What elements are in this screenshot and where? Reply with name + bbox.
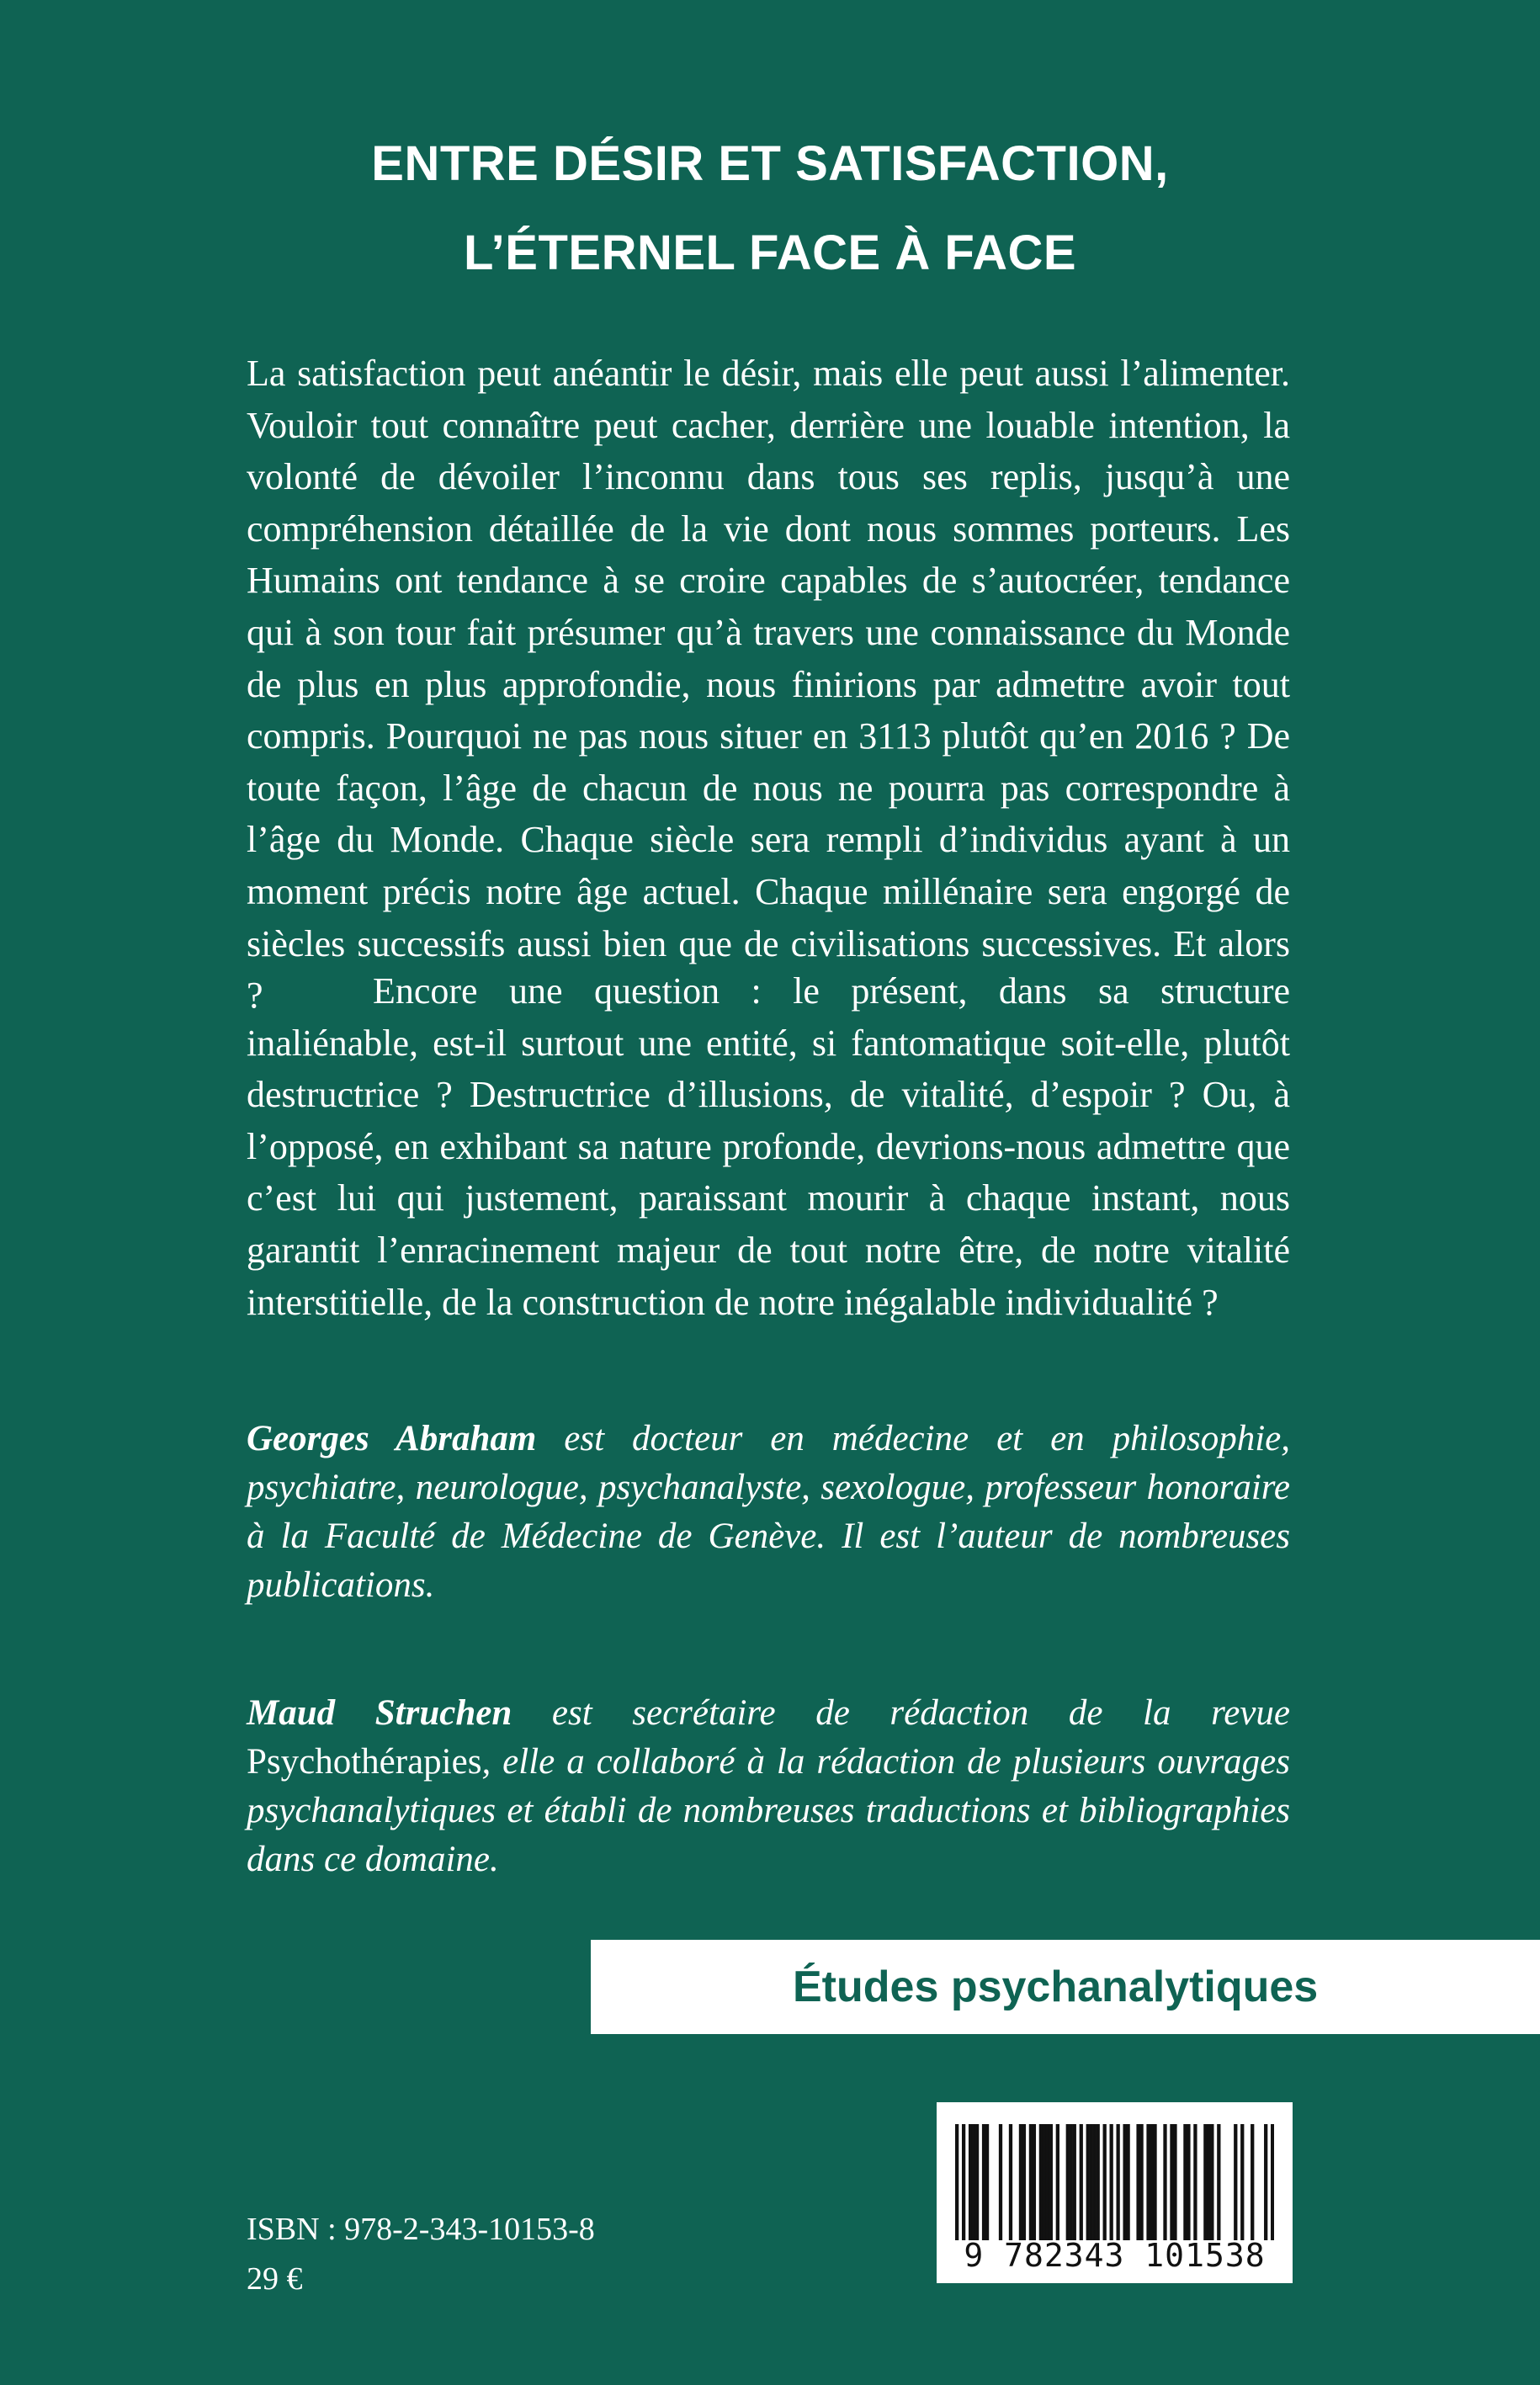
- isbn: ISBN : 978-2-343-10153-8: [247, 2212, 595, 2247]
- barcode-bar: [1009, 2124, 1012, 2240]
- barcode-bar: [1136, 2124, 1139, 2240]
- book-title: [0, 120, 1540, 298]
- barcode-bar: [1173, 2124, 1176, 2240]
- barcode-bar: [972, 2124, 975, 2240]
- barcode-bar: [1046, 2124, 1049, 2240]
- barcode-bar: [1043, 2124, 1046, 2240]
- journal-name: Psychothérapies: [247, 1742, 482, 1782]
- barcode-bar: [985, 2124, 989, 2240]
- barcode-bar: [1103, 2124, 1107, 2240]
- barcode-bar: [1126, 2124, 1129, 2240]
- barcode-bar: [1153, 2124, 1156, 2240]
- title-line-1: ENTRE DÉSIR ET SATISFACTION,: [371, 136, 1169, 191]
- barcode-bar: [1146, 2124, 1150, 2240]
- barcode-bar: [1110, 2124, 1113, 2240]
- barcode-bar: [1039, 2124, 1043, 2240]
- barcode-bar: [1217, 2124, 1220, 2240]
- barcode: [937, 2102, 1293, 2283]
- series-banner: [591, 1940, 1540, 2034]
- barcode-bar: [975, 2124, 979, 2240]
- barcode-bar: [1116, 2124, 1119, 2240]
- author-bio-text-2b: , elle a collaboré à la rédaction de plusieurs ouvrages psychanalytiques et établi de nombreuses traductions et bibliographies dans ce domaine.: [247, 1742, 1290, 1879]
- barcode-bar: [1093, 2124, 1097, 2240]
- barcode-bar: [1019, 2124, 1022, 2240]
- author-bio-text-2a: est secrétaire de rédaction de la revue: [512, 1693, 1290, 1733]
- barcode-bar: [1070, 2124, 1073, 2240]
- author-name-2: Maud Struchen: [247, 1693, 512, 1733]
- barcode-bar: [1170, 2124, 1173, 2240]
- barcode-bar: [1264, 2124, 1267, 2240]
- summary-paragraph-2: Encore une question : le présent, dans sa structure inaliénable, est-il surtout une entité, si fantomatique soit-elle, plutôt destructrice ? Destructrice d’illusions, de vitalité, d’espoir ? Ou, à l’opposé, en exhibant sa nature profonde, devrions-nous admettre que c’est lui qui justement, paraissant mourir à chaque instant, nous garantit l’enracinement majeur de tout notre être, de notre vitalité interstitielle, de la construction de notre inégalable individualité ?: [247, 970, 1290, 1323]
- barcode-bar: [1066, 2124, 1070, 2240]
- barcode-bar: [1086, 2124, 1090, 2240]
- barcode-bar: [1123, 2124, 1126, 2240]
- barcode-bar: [1022, 2124, 1026, 2240]
- barcode-bar: [1203, 2124, 1207, 2240]
- author-bio-1: [247, 1415, 1290, 1610]
- barcode-bar: [1033, 2124, 1036, 2240]
- series-label: Études psychanalytiques: [793, 1963, 1319, 2011]
- barcode-bar: [955, 2124, 959, 2240]
- barcode-bar: [1029, 2124, 1033, 2240]
- barcode-bar: [1056, 2124, 1059, 2240]
- barcode-bar: [1234, 2124, 1237, 2240]
- price: 29 €: [247, 2261, 303, 2297]
- barcode-bar: [1210, 2124, 1213, 2240]
- barcode-bar: [999, 2124, 1002, 2240]
- summary-paragraph-1: La satisfaction peut anéantir le désir, mais elle peut aussi l’alimenter. Vouloir tout connaître peut cacher, derrière une louable intention, la volonté de dévoiler l’inconnu dans tous ses replis, jusqu’à une compréhension détaillée de la vie dont nous sommes porteurs. Les Humains ont tendance à se croire capables de s’autocréer, tendance qui à son tour fait présumer qu’à travers une connaissance du Monde de plus en plus approfondie, nous finirions par admettre avoir tout compris. Pourquoi ne pas nous situer en 3113 plutôt qu’en 2016 ? De toute façon, l’âge de chacun de nous ne pourra pas correspondre à l’âge du Monde. Chaque siècle sera rempli d’individus ayant à un moment précis notre âge actuel. Chaque millénaire sera engorgé de siècles successifs aussi bien que de civilisations successives. Et alors ?: [247, 353, 1290, 1017]
- author-bio-2: [247, 1689, 1290, 1884]
- barcode-bar: [1049, 2124, 1053, 2240]
- barcode-bar: [982, 2124, 985, 2240]
- author-bio-text-1: est docteur en médecine et en philosophie, psychiatre, neurologue, psychanalyste, sexologue, professeur honoraire à la Faculté de Médecine de Genève. Il est l’auteur de nombreuses publications.: [247, 1419, 1291, 1605]
- barcode-bar: [1073, 2124, 1076, 2240]
- author-name-1: Georges Abraham: [247, 1419, 537, 1458]
- barcode-bar: [1183, 2124, 1187, 2240]
- barcode-bar: [1193, 2124, 1197, 2240]
- barcode-bar: [1150, 2124, 1153, 2240]
- barcode-bar: [1187, 2124, 1190, 2240]
- barcode-bar: [1139, 2124, 1143, 2240]
- barcode-bar: [1097, 2124, 1100, 2240]
- barcode-bar: [1207, 2124, 1210, 2240]
- barcode-bars: [955, 2124, 1274, 2240]
- barcode-digits: 9 782343 101538: [964, 2237, 1266, 2274]
- barcode-bar: [1240, 2124, 1244, 2240]
- barcode-bar: [1080, 2124, 1083, 2240]
- barcode-bar: [1090, 2124, 1093, 2240]
- barcode-bar: [1163, 2124, 1166, 2240]
- barcode-bar: [969, 2124, 972, 2240]
- barcode-bar: [962, 2124, 965, 2240]
- title-line-2: L’ÉTERNEL FACE À FACE: [463, 226, 1077, 280]
- barcode-bar: [1271, 2124, 1274, 2240]
- barcode-bar: [1251, 2124, 1254, 2240]
